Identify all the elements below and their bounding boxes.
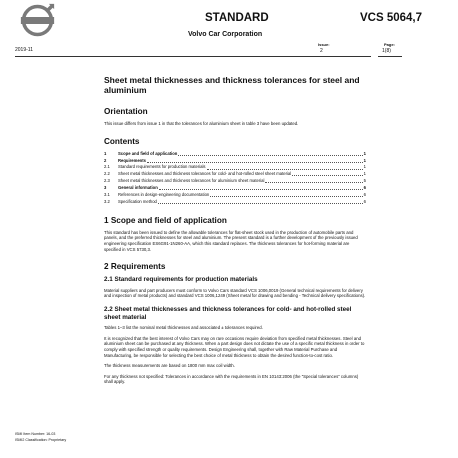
toc-page: 6 — [363, 198, 366, 204]
section-2-heading: 2 Requirements — [104, 262, 166, 272]
toc-page: 1 — [363, 157, 366, 163]
doc-number: VCS 5064,7 — [360, 12, 423, 24]
toc-leader — [147, 158, 363, 163]
toc-row[interactable] — [104, 185, 366, 192]
toc-page: 1 — [363, 164, 366, 170]
toc-leader — [158, 199, 363, 204]
toc-page: 5 — [363, 178, 366, 184]
toc-title: Requirements — [118, 157, 146, 163]
footer-item-number: ISMI Item Number: 16-03 — [15, 432, 56, 436]
toc-title: Scope and field of application — [118, 150, 178, 156]
toc-title: Sheet metal thicknesses and thickness tolerances for cold- and hot-rolled steel sheet material — [118, 171, 292, 177]
toc-number: 2 — [104, 157, 107, 163]
orientation-text: This issue differs from issue 1 in that the tolerances for aluminium sheet in table 3 have been updated. — [104, 121, 299, 126]
volvo-logo-icon — [20, 3, 55, 38]
toc-number: 3.2 — [104, 198, 110, 204]
issue-value: 2 — [320, 48, 323, 54]
section-2-2-para-1: Tables 1–3 list the nominal metal thicknesses and associated ± tolerances required. — [104, 325, 263, 331]
toc-page: 6 — [363, 192, 366, 198]
toc-row[interactable] — [104, 171, 366, 178]
header-divider — [15, 56, 371, 57]
toc-row[interactable] — [104, 178, 366, 185]
toc-leader — [292, 171, 362, 176]
issue-date: 2019-11 — [15, 47, 33, 53]
document-body — [104, 75, 366, 390]
page-label: Page: — [384, 42, 395, 47]
toc-row[interactable] — [104, 151, 366, 158]
section-2-1-text: Material suppliers and part producers must conform to Volvo Cars standard VCS 1006,0019 (General technical requirements for delivery and inspection of metal products) and standard VCS 1006,1249 (Sheet metal for drawing and bending - Technical delivery specifications). — [104, 287, 366, 299]
toc-page: 1 — [363, 171, 366, 177]
toc-number: 1 — [104, 150, 107, 156]
document-title: Sheet metal thicknesses and thickness tolerances for steel and aluminium — [104, 75, 360, 95]
toc-leader — [207, 164, 363, 169]
toc-title: References in design-engineering documentation — [118, 192, 210, 198]
toc-page: 6 — [363, 185, 366, 191]
toc-number: 3.1 — [104, 192, 110, 198]
company-name: Volvo Car Corporation — [188, 31, 263, 38]
toc-number: 2.1 — [104, 164, 110, 170]
toc-page: 1 — [363, 150, 366, 156]
toc-number: 2.3 — [104, 178, 110, 184]
issue-label: Issue: — [318, 42, 330, 47]
toc-title: Specification method — [118, 198, 157, 204]
section-2-2-para-2: It is recognized that the best interest of Volvo Cars may on rare occasions require deviation from specified metal thicknesses. Steel and aluminium sheet can be purchased at any thickness. When a part design does not dictate the use of a specific metal thickness in order to comply with specified strength or quality requirements. Design Engineering shall, together with Raw Material Purchase and Manufacturing, be responsible for selecting the best choice of metal thickness to obtain the desired function-to-cost ratio. — [104, 335, 365, 358]
toc-row[interactable] — [104, 192, 366, 199]
section-2-2-heading: 2.2 Sheet metal thicknesses and thickness tolerances for cold- and hot-rolled steel sheet material — [104, 306, 352, 321]
section-1-heading: 1 Scope and field of application — [104, 215, 227, 225]
toc-leader — [178, 151, 362, 156]
footer-classification: ISMI2 Classification: Proprietary — [15, 438, 67, 442]
toc-title: General information — [118, 185, 158, 191]
page-value: 1(8) — [382, 48, 391, 54]
orientation-heading: Orientation — [104, 107, 148, 116]
toc-row[interactable] — [104, 199, 366, 206]
doc-type: STANDARD — [205, 12, 269, 24]
section-2 — [104, 262, 366, 385]
toc-leader — [159, 185, 363, 190]
contents-heading: Contents — [104, 136, 140, 146]
section-2-2-para-4: For any thickness not specified: Tolerances in accordance with the requirements in EN 10143:2006 (the “Special tolerances” columns) shall apply. — [104, 373, 359, 385]
toc-number: 2.2 — [104, 171, 110, 177]
toc-leader — [210, 192, 362, 197]
toc-title: Sheet metal thicknesses and thickness tolerances for aluminium sheet material — [118, 178, 265, 184]
toc-row[interactable] — [104, 158, 366, 165]
table-of-contents — [104, 151, 366, 206]
toc-number: 3 — [104, 185, 107, 191]
toc-title: Standard requirements for production materials — [118, 164, 206, 170]
section-2-1-heading: 2.1 Standard requirements for production materials — [104, 276, 258, 284]
toc-row[interactable] — [104, 164, 366, 171]
toc-leader — [265, 178, 362, 183]
section-1 — [104, 216, 366, 252]
section-1-text: This standard has been issued to define the allowable tolerances for flat-sheet stock used in the production of automobile parts and panels, and the preferred thicknesses for steel and aluminium. The present standard is a further development of the previously issued engineering specification ES6G91-1N260-AA, which this standard replaces. The thickness tolerances for hot-forming material are specified in VCS 5730,3. — [104, 229, 358, 252]
header-divider-page — [378, 56, 402, 57]
section-2-2-para-3: The thickness measurements are based on 1800 mm max coil width. — [104, 363, 235, 369]
